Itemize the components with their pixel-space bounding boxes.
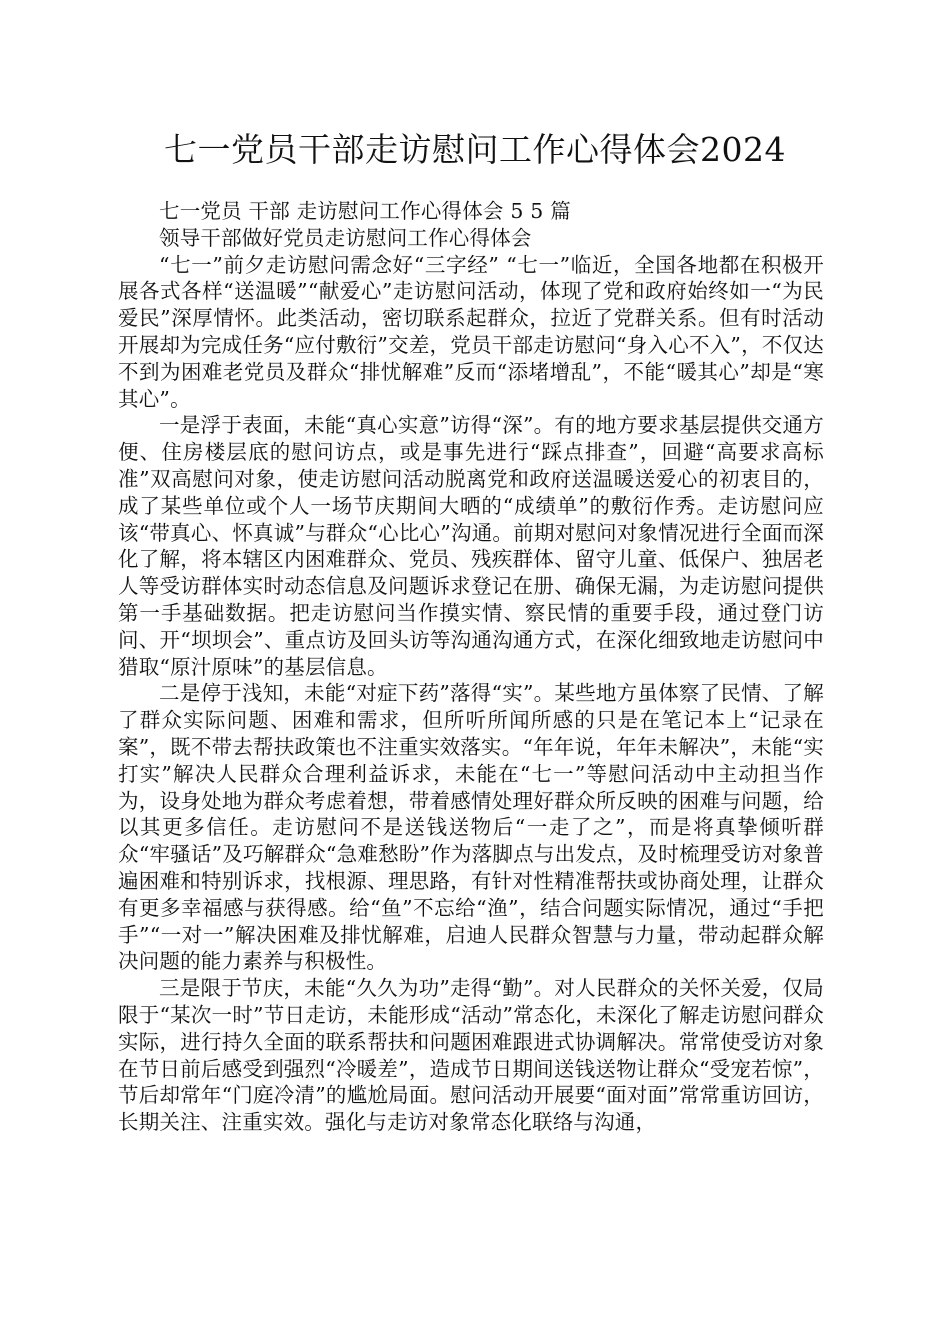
document-title: 七一党员干部走访慰问工作心得体会2024 — [164, 130, 786, 169]
subtitle-line-2: 领导干部做好党员走访慰问工作心得体会 — [159, 225, 532, 250]
paragraph-point-one: 一是浮于表面，未能“真心实意”访得“深”。有的地方要求基层提供交通方便、住房楼层底的慰问访点，或是事先进行“踩点排查”，回避“高要求高标准”双高慰问对象，使走访慰问活动脱离党和政府送温暖送爱心的初衷目的，成了某些单位或个人一场节庆期间大晒的“成绩单”的敷衍作秀。走访慰问应该“带真心、怀真诚”与群众“心比心”沟通。前期对慰问对象情况进行全面而深化了解，将本辖区内困难群众、党员、残疾群体、留守儿童、低保户、独居老人等受访群体实时动态信息及问题诉求登记在册、确保无漏，为走访慰问提供第一手基础数据。把走访慰问当作摸实情、察民情的重要手段，通过登门访问、开“坝坝会”、重点访及回头访等沟通沟通方式，在深化细致地走访慰问中猎取“原汁原味”的基层信息。 — [118, 413, 824, 679]
document-body — [118, 198, 824, 1136]
subtitle-line-1: 七一党员 干部 走访慰问工作心得体会 5 5 篇 — [159, 199, 571, 223]
paragraph-point-two: 二是停于浅知，未能“对症下药”落得“实”。某些地方虽体察了民情、了解了群众实际问题、困难和需求，但所听所闻所感的只是在笔记本上“记录在案”，既不带去帮扶政策也不注重实效落实。“年年说，年年未解决”，未能“实打实”解决人民群众合理利益诉求，未能在“七一”等慰问活动中主动担当作为，设身处地为群众考虑着想，带着感情处理好群众所反映的困难与问题，给以其更多信任。走访慰问不是送钱送物后“一走了之”，而是将真挚倾听群众“牢骚话”及巧解群众“急难愁盼”作为落脚点与出发点，及时梳理受访对象普遍困难和特别诉求，找根源、理思路，有针对性精准帮扶或协商处理，让群众有更多幸福感与获得感。给“鱼”不忘给“渔”，结合问题实际情况，通过“手把手”“一对一”解决困难及排忧解难，启迪人民群众智慧与力量，带动起群众解决问题的能力素养与积极性。 — [118, 681, 824, 974]
paragraph-point-three: 三是限于节庆，未能“久久为功”走得“勤”。对人民群众的关怀关爱，仅局限于“某次一时”节日走访，未能形成“活动”常态化，未深化了解走访慰问群众实际，进行持久全面的联系帮扶和问题困难跟进式协调解决。常常使受访对象在节日前后感受到强烈“冷暖差”，造成节日期间送钱送物让群众“受宠若惊”，节后却常年“门庭冷清”的尴尬局面。慰问活动开展要“面对面”常常重访回访，长期关注、注重实效。强化与走访对象常态化联络与沟通， — [118, 976, 824, 1135]
paragraph-intro: “七一”前夕走访慰问需念好“三字经” “七一”临近，全国各地都在积极开展各式各样“送温暖”“献爱心”走访慰问活动，体现了党和政府始终如一“为民爱民”深厚情怀。此类活动，密切联系起群众，拉近了党群关系。但有时活动开展却为完成任务“应付敷衍”交差，党员干部走访慰问“身入心不入”，不仅达不到为困难老党员及群众“排忧解难”反而“添堵增乱”，不能“暖其心”却是“寒其心”。 — [118, 252, 824, 411]
